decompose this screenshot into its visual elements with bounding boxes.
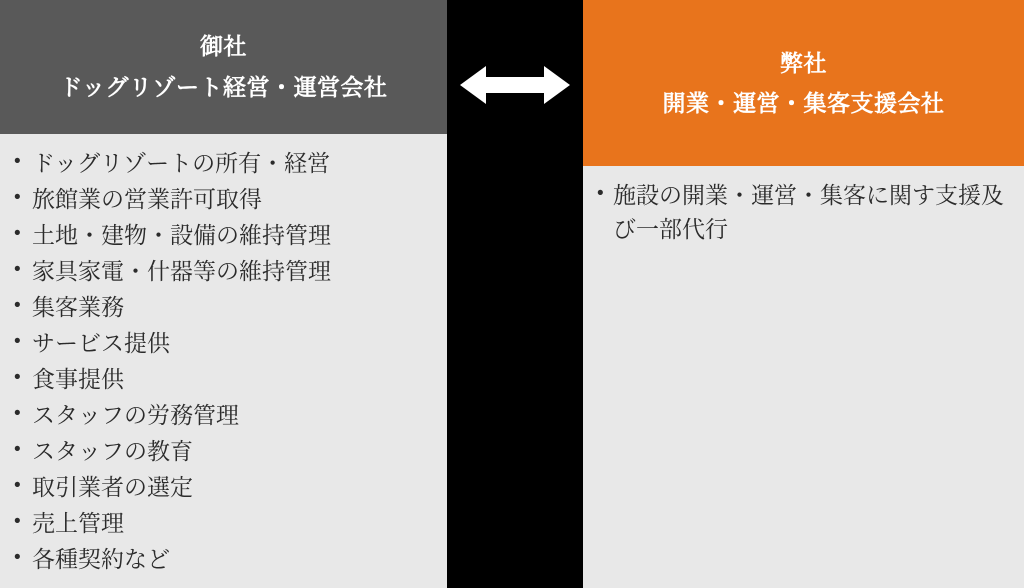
left-panel-subtitle: ドッグリゾート経営・運営会社 <box>59 73 388 100</box>
double-arrow-icon <box>460 62 570 113</box>
list-item: • 食事提供 <box>10 362 437 396</box>
left-panel-header <box>0 0 447 134</box>
list-item: • 各種契約など <box>10 542 437 576</box>
list-item: • 取引業者の選定 <box>10 470 437 504</box>
right-panel-title: 弊社 <box>780 49 827 76</box>
list-item: • 集客業務 <box>10 290 437 324</box>
left-panel-title: 御社 <box>200 33 247 60</box>
list-item: • 土地・建物・設備の維持管理 <box>10 218 437 252</box>
list-item: • スタッフの労務管理 <box>10 398 437 432</box>
list-item: • サービス提供 <box>10 326 437 360</box>
right-panel-header <box>583 0 1024 166</box>
list-item: • 施設の開業・運営・集客に関す支援及び一部代行 <box>593 178 1014 246</box>
left-panel-list <box>10 146 437 576</box>
list-item: • 旅館業の営業許可取得 <box>10 182 437 216</box>
list-item: • スタッフの教育 <box>10 434 437 468</box>
right-panel <box>583 0 1024 588</box>
list-item: • ドッグリゾートの所有・経営 <box>10 146 437 180</box>
list-item: • 家具家電・什器等の維持管理 <box>10 254 437 288</box>
right-panel-subtitle: 開業・運営・集客支援会社 <box>662 90 945 116</box>
right-panel-body <box>583 166 1024 588</box>
center-divider <box>447 0 583 588</box>
left-panel <box>0 0 447 588</box>
list-item: • 売上管理 <box>10 506 437 540</box>
right-panel-list <box>593 178 1014 246</box>
left-panel-body <box>0 134 447 588</box>
